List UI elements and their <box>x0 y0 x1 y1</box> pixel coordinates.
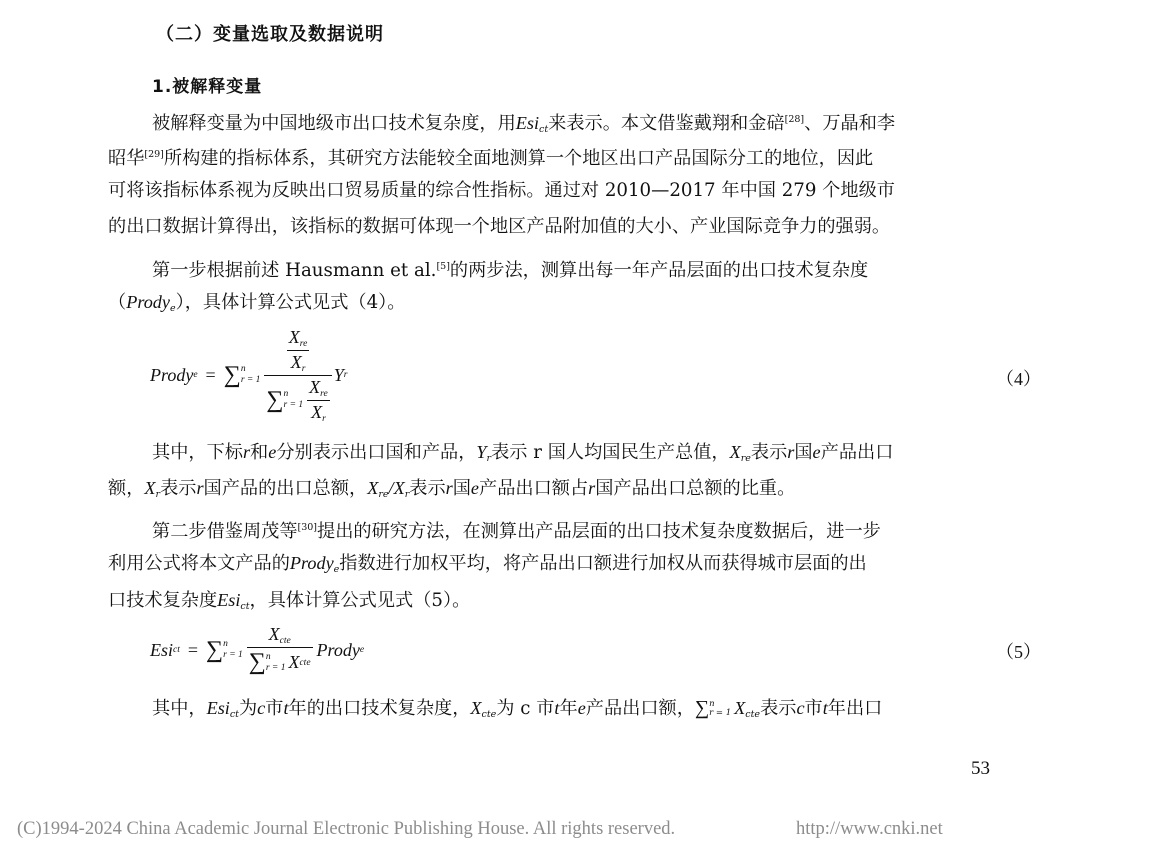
copyright-footer: (C)1994-2024 China Academic Journal Electronic Publishing House. All rights reserved. <box>17 819 676 839</box>
eq4-fraction: $\frac{X_{re}}{X_r}$ ∑ n r = 1 $\frac{X_{re}}{X_r}$ <box>264 327 331 424</box>
para1-line2: 昭华[29]所构建的指标体系，其研究方法能较全面地测算一个地区出口产品国际分工的地位，因此 <box>108 148 874 169</box>
eq5-fraction: $X_{cte}$ ∑ n r = 1 X cte <box>248 624 311 675</box>
para3-line1: 其中，下标r和e分别表示出口国和产品，$Y_r$表示 r 国人均国民生产总值，$X_{re}$表示r国e产品出口 <box>152 442 894 464</box>
cnki-url[interactable]: http://www.cnki.net <box>796 819 943 839</box>
para4-line2: 利用公式将本文产品的Prody$_e$指数进行加权平均，将产品出口额进行加权从而获得城市层面的出 <box>108 553 867 575</box>
para2-line2: （Prody$_e$），具体计算公式见式（4）。 <box>108 292 406 314</box>
para5-line1: 其中，Esi$_{ct}$为c市t年的出口技术复杂度，$X_{cte}$为 c 市t年e产品出口额，∑ n r = 1 $X_{cte}$表示c市t年出口 <box>152 697 883 720</box>
para3-line2: 额，$X_r$表示r国产品的出口总额，$X_{re}/X_r$表示r国e产品出口额占r国产品出口总额的比重。 <box>108 478 796 500</box>
equation-4-number: （4） <box>996 369 1041 389</box>
para1-line1: 被解释变量为中国地级市出口技术复杂度，用Esi$_{ct}$来表示。本文借鉴戴翔和金碚[28]、万晶和李 <box>152 113 896 135</box>
equation-5-number: （5） <box>996 642 1041 662</box>
para1-line3: 可将该指标体系视为反映出口贸易质量的综合性指标。通过对 2010—2017 年中国 279 个地级市 <box>108 180 895 201</box>
para1-line4: 的出口数据计算得出，该指标的数据可体现一个地区产品附加值的大小、产业国际竞争力的强弱。 <box>108 216 891 237</box>
page-number: 53 <box>971 758 990 779</box>
subsection-heading: 1.被解释变量 <box>152 77 263 97</box>
equation-4: Prody e = ∑ n r = 1 $\frac{X_{re}}{X_r}$ ∑ n r = 1 $\frac{X_{re}}{X_r}$ Y r <box>150 326 348 424</box>
para2-line1: 第一步根据前述 Hausmann et al.[5]的两步法，测算出每一年产品层面的出口技术复杂度 <box>152 260 869 281</box>
section-heading: （二）变量选取及数据说明 <box>156 24 384 45</box>
para4-line3: 口技术复杂度Esi$_{ct}$，具体计算公式见式（5）。 <box>108 590 471 612</box>
equation-5: Esi ct = ∑ n r = 1 $X_{cte}$ ∑ n r = 1 X cte Prody e <box>150 624 365 675</box>
para4-line1: 第二步借鉴周茂等[30]提出的研究方法，在测算出产品层面的出口技术复杂度数据后，进一步 <box>152 521 881 542</box>
